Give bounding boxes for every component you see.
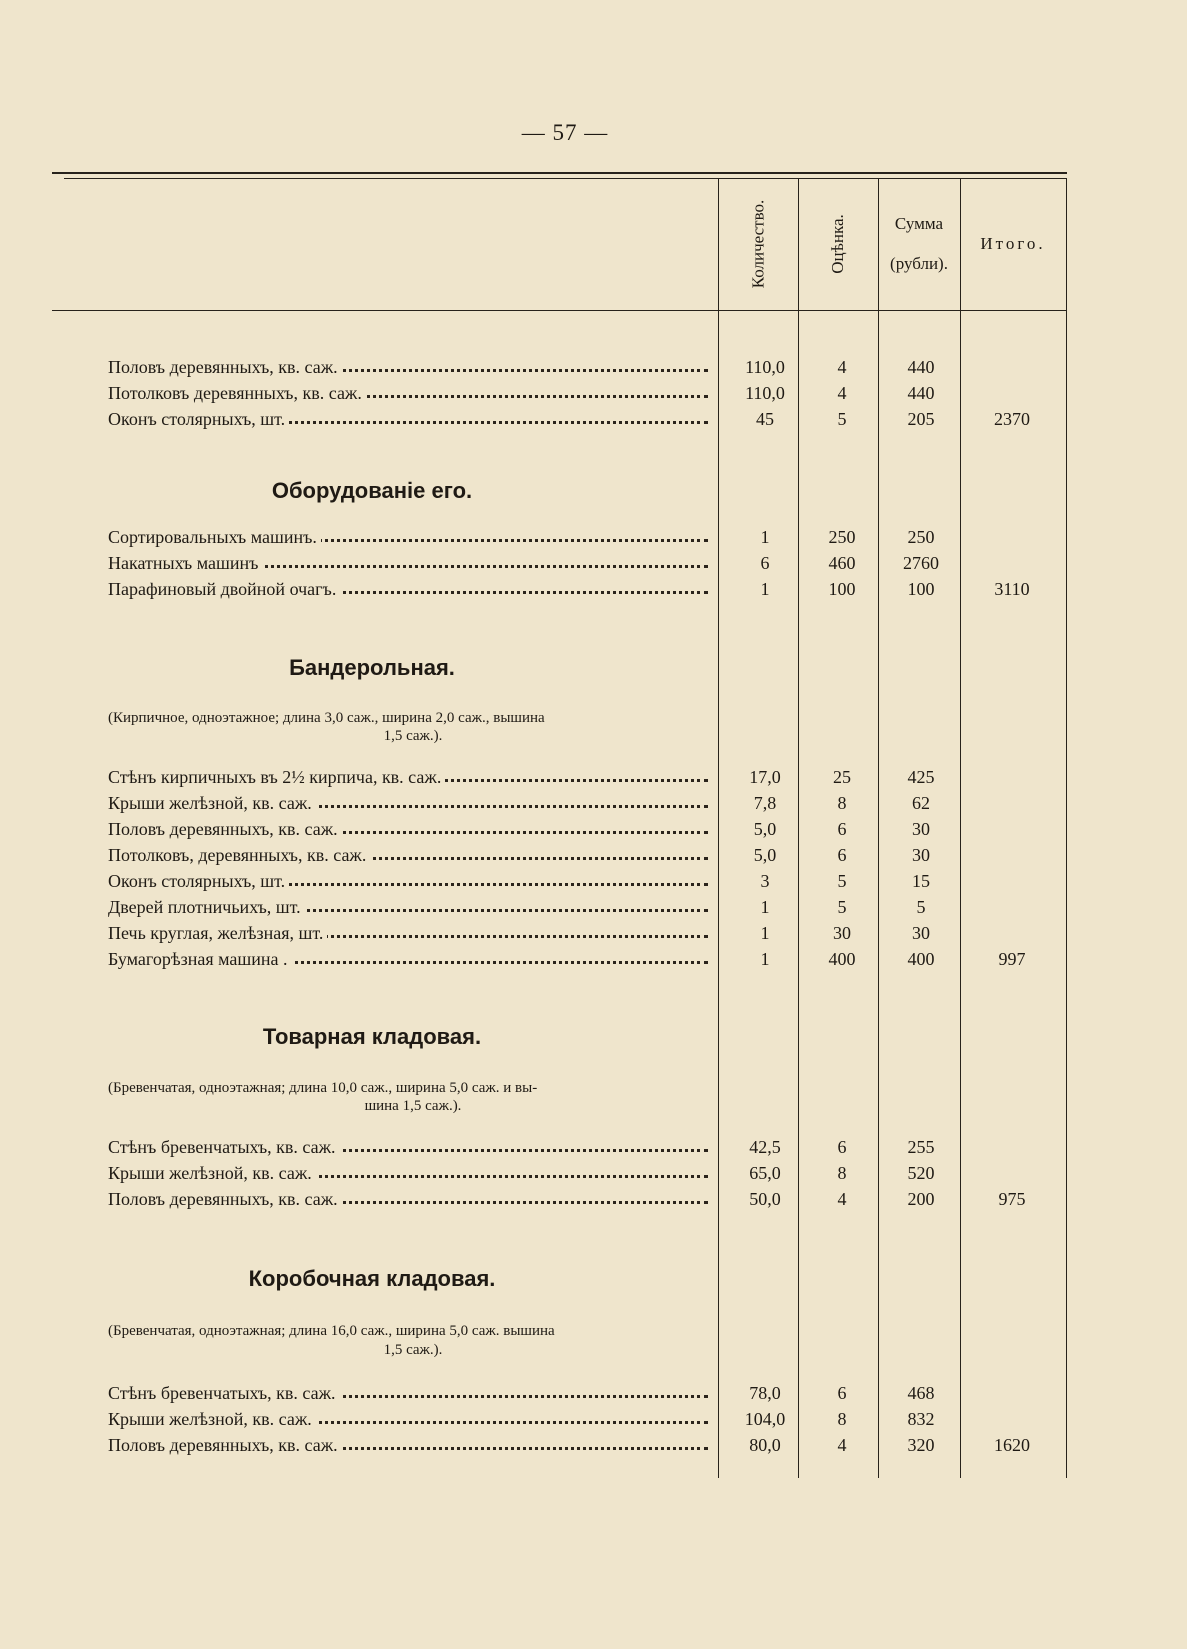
row-label: Половъ деревянныхъ, кв. саж. [108,819,708,840]
header-valuation: Оцѣнка. [828,214,847,274]
row-qty: 42,5 [749,1137,781,1157]
row-sum: 255 [907,1137,935,1157]
row-sum: 200 [907,1189,935,1209]
table-row [0,1137,1187,1163]
row-qty: 7,8 [753,793,777,813]
row-valuation: 5 [837,897,847,917]
section-note: (Бревенчатая, одноэтажная; длина 10,0 саж., ширина 5,0 саж. и вы- [108,1080,538,1096]
row-qty: 104,0 [744,1409,786,1429]
row-valuation: 8 [837,793,847,813]
row-label: Сортировальныхъ машинъ. [108,527,708,548]
row-qty: 5,0 [753,845,777,865]
row-valuation: 4 [837,1189,847,1209]
header-sum-line1: Сумма [894,214,944,233]
table-row [0,1163,1187,1189]
table-top-rule [52,172,1067,174]
row-label: Парафиновый двойной очагъ. [108,579,708,600]
row-valuation: 8 [837,1163,847,1183]
row-valuation: 5 [837,409,847,429]
table-row [0,1189,1187,1215]
row-total: 997 [998,949,1026,969]
table-row [0,793,1187,819]
row-sum: 250 [907,527,935,547]
header-total: Итого. [980,234,1046,253]
row-valuation: 460 [828,553,856,573]
table-row [0,949,1187,975]
row-valuation: 4 [837,383,847,403]
table-row [0,409,1187,435]
row-sum: 400 [907,949,935,969]
row-label: Потолковъ, деревянныхъ, кв. саж. [108,845,708,866]
section-note-line2: 1,5 саж.). [383,728,443,744]
row-qty: 17,0 [749,767,781,787]
row-qty: 1 [760,897,770,917]
table-row [0,527,1187,553]
row-label: Крыши желѣзной, кв. саж. [108,793,708,814]
table-row [0,767,1187,793]
row-total: 1620 [994,1435,1030,1455]
table-row [0,819,1187,845]
row-sum: 5 [916,897,926,917]
table-row [0,1383,1187,1409]
row-valuation: 6 [837,1383,847,1403]
section-note-line2: 1,5 саж.). [383,1342,443,1358]
row-sum: 2760 [903,553,939,573]
row-qty: 1 [760,949,770,969]
row-sum: 62 [912,793,930,813]
row-qty: 3 [760,871,770,891]
row-sum: 30 [912,819,930,839]
row-valuation: 5 [837,871,847,891]
row-qty: 6 [760,553,770,573]
row-qty: 5,0 [753,819,777,839]
row-qty: 1 [760,579,770,599]
row-valuation: 6 [837,819,847,839]
header-qty: Количество. [748,199,768,289]
row-label: Стѣнъ бревенчатыхъ, кв. саж. [108,1383,708,1404]
row-qty: 78,0 [749,1383,781,1403]
table-row [0,1435,1187,1461]
row-sum: 520 [907,1163,935,1183]
row-label: Стѣнъ кирпичныхъ въ 2½ кирпича, кв. саж. [108,767,708,788]
table-row [0,897,1187,923]
row-qty: 1 [760,527,770,547]
table-row [0,553,1187,579]
row-label: Половъ деревянныхъ, кв. саж. [108,1189,708,1210]
row-label: Стѣнъ бревенчатыхъ, кв. саж. [108,1137,708,1158]
section-note-line2: шина 1,5 саж.). [364,1098,462,1114]
table-row [0,923,1187,949]
row-valuation: 30 [833,923,851,943]
section-title-box-storehouse: Коробочная кладовая. [248,1266,496,1291]
table-header-rule [52,310,1067,311]
row-qty: 1 [760,923,770,943]
page-number: — 57 — [521,120,609,145]
row-valuation: 4 [837,357,847,377]
row-label: Печь круглая, желѣзная, шт. [108,923,708,944]
row-valuation: 250 [828,527,856,547]
row-total: 3110 [994,579,1030,599]
row-qty: 45 [756,409,774,429]
row-sum: 100 [907,579,935,599]
row-sum: 205 [907,409,935,429]
table-row [0,1409,1187,1435]
row-qty: 65,0 [749,1163,781,1183]
header-sum [878,178,960,310]
row-sum: 832 [907,1409,935,1429]
row-valuation: 6 [837,845,847,865]
row-label: Оконъ столярныхъ, шт. [108,409,708,430]
row-sum: 468 [907,1383,935,1403]
row-valuation: 100 [828,579,856,599]
table-row [0,383,1187,409]
row-qty: 80,0 [749,1435,781,1455]
row-total: 975 [998,1189,1026,1209]
row-sum: 30 [912,845,930,865]
row-label: Половъ деревянныхъ, кв. саж. [108,1435,708,1456]
table-row [0,845,1187,871]
section-note: (Кирпичное, одноэтажное; длина 3,0 саж., ширина 2,0 саж., вышина [108,710,545,726]
row-qty: 50,0 [749,1189,781,1209]
section-title-equipment: Оборудованіе его. [271,478,473,503]
row-label: Дверей плотничьихъ, шт. [108,897,708,918]
row-label: Крыши желѣзной, кв. саж. [108,1163,708,1184]
row-sum: 15 [912,871,930,891]
table-row [0,357,1187,383]
row-qty: 110,0 [745,383,785,403]
row-sum: 30 [912,923,930,943]
table-row [0,871,1187,897]
table-row [0,579,1187,605]
row-total: 2370 [994,409,1030,429]
row-label: Крыши желѣзной, кв. саж. [108,1409,708,1430]
header-sum-line2: (рубли). [890,254,948,273]
section-title-goods-storehouse: Товарная кладовая. [262,1024,482,1049]
row-valuation: 400 [828,949,856,969]
row-label: Накатныхъ машинъ [108,553,708,574]
section-note: (Бревенчатая, одноэтажная; длина 16,0 саж., ширина 5,0 саж. вышина [108,1323,555,1339]
row-valuation: 6 [837,1137,847,1157]
row-valuation: 8 [837,1409,847,1429]
row-label: Оконъ столярныхъ, шт. [108,871,708,892]
section-title-banderol: Бандерольная. [289,655,455,680]
row-qty: 110,0 [745,357,785,377]
row-label: Потолковъ деревянныхъ, кв. саж. [108,383,708,404]
row-sum: 440 [907,357,935,377]
row-label: Бумагорѣзная машина . [108,949,708,970]
row-label: Половъ деревянныхъ, кв. саж. [108,357,708,378]
row-valuation: 25 [833,767,851,787]
row-sum: 425 [907,767,935,787]
row-valuation: 4 [837,1435,847,1455]
row-sum: 440 [907,383,935,403]
row-sum: 320 [907,1435,935,1455]
